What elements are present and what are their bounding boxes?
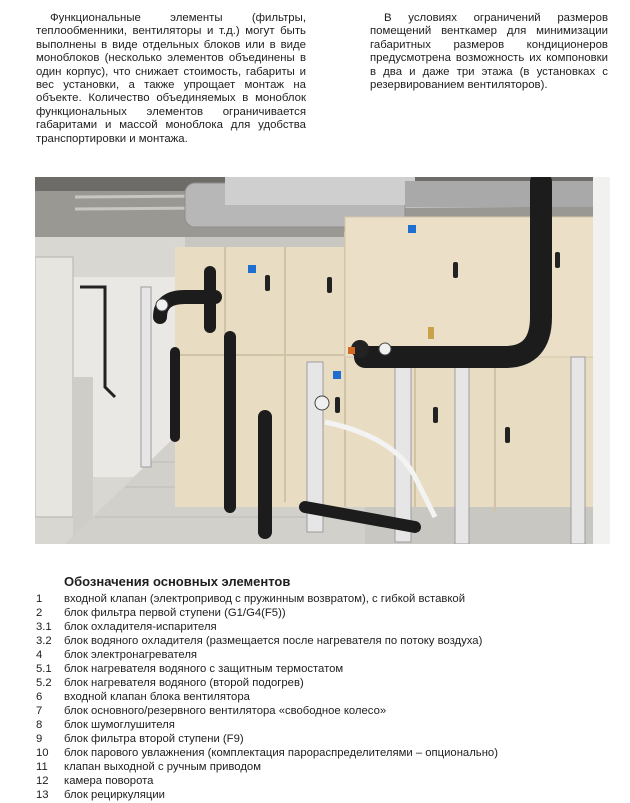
equipment-photo bbox=[35, 177, 610, 544]
frame-post bbox=[455, 357, 469, 544]
paragraph-monoblocks: Функциональные элементы (фильтры, теплообменники, вентиляторы и т.д.) могут быть выполнены в виде отдельных блоков или в виде моноблоков (несколько элементов объединены в один корпус), что снижает стоимость, габариты и вес установки, а также упрощает монтаж на объекте. Количество объединяемых в моноблок функциональных элементов ограничивается габаритами и массой моноблока для удобства транспортировки и монтажа. bbox=[36, 12, 306, 145]
frame-post bbox=[571, 357, 585, 544]
frame-post bbox=[141, 287, 151, 467]
paragraph-multilevel: В условиях ограничений размеров помещений венткамер для минимизации габаритных размеров кондиционеров предусмотрена возможность их компоновки в два и даже три этажа (в установках с резервированием вентиляторов). bbox=[370, 12, 608, 92]
legend-title: Обозначения основных элементов bbox=[64, 574, 291, 589]
air-handling-unit-illustration bbox=[35, 177, 610, 544]
text-column-left bbox=[36, 12, 306, 146]
left-cabinet bbox=[35, 257, 73, 517]
text-column-right bbox=[370, 12, 608, 92]
